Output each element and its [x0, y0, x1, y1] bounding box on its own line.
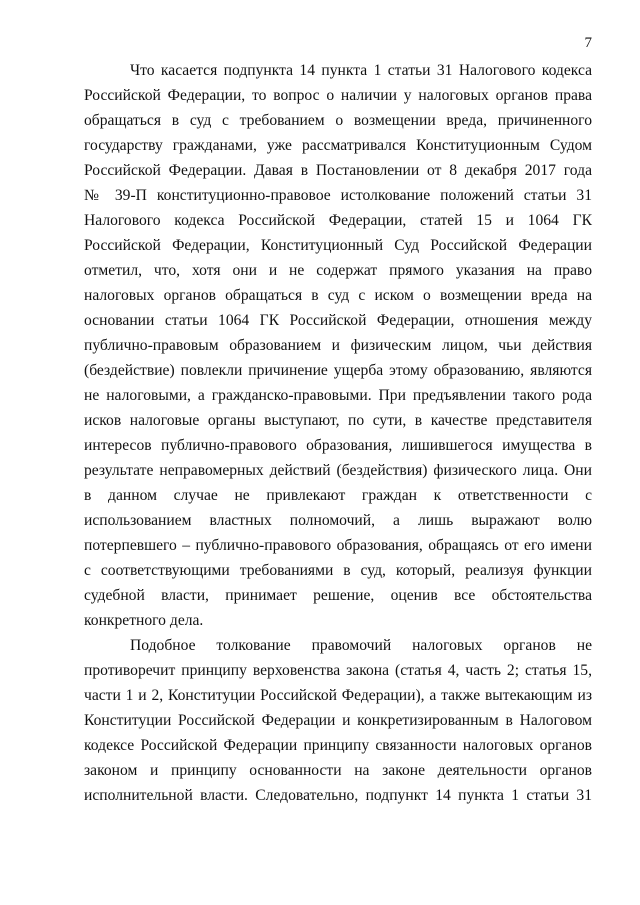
- text-line: исков налоговые органы выступают, по сути, в качестве представителя: [84, 412, 592, 429]
- text-line: с соответствующими требованиями в суд, который, реализуя функции: [84, 562, 592, 579]
- document-body: [84, 58, 592, 808]
- text-line: Подобное толкование правомочий налоговых органов не: [130, 637, 592, 654]
- text-line: в данном случае не привлекают граждан к ответственности с: [84, 487, 592, 504]
- text-line: налоговых органов обращаться в суд с иском о возмещении вреда на: [84, 287, 592, 304]
- text-line: № 39-П конституционно-правовое истолкование положений статьи 31: [84, 187, 592, 204]
- text-line: конкретного дела.: [84, 612, 204, 629]
- text-line: Российской Федерации, то вопрос о наличии у налоговых органов права: [84, 87, 592, 104]
- text-line: потерпевшего – публично-правового образования, обращаясь от его имени: [84, 537, 592, 554]
- text-line: основании статьи 1064 ГК Российской Федерации, отношения между: [84, 312, 592, 329]
- text-line: исполнительной власти. Следовательно, подпункт 14 пункта 1 статьи 31: [84, 787, 592, 804]
- text-line: отметил, что, хотя они и не содержат прямого указания на право: [84, 262, 592, 279]
- text-line: Российской Федерации, Конституционный Суд Российской Федерации: [84, 237, 592, 254]
- text-line: Российской Федерации. Давая в Постановлении от 8 декабря 2017 года: [84, 162, 592, 179]
- text-line: публично-правовым образованием и физическим лицом, чьи действия: [84, 337, 592, 354]
- text-line: обращаться в суд с требованием о возмещении вреда, причиненного: [84, 112, 592, 129]
- text-line: Конституции Российской Федерации и конкретизированным в Налоговом: [84, 712, 592, 729]
- text-line: не налоговыми, а гражданско-правовыми. При предъявлении такого рода: [84, 387, 592, 404]
- text-line: судебной власти, принимает решение, оценив все обстоятельства: [84, 587, 592, 604]
- text-line: части 1 и 2, Конституции Российской Федерации), а также вытекающим из: [84, 687, 592, 704]
- text-line: Что касается подпункта 14 пункта 1 статьи 31 Налогового кодекса: [130, 62, 592, 79]
- text-line: Налогового кодекса Российской Федерации, статей 15 и 1064 ГК: [84, 212, 592, 229]
- text-line: использованием властных полномочий, а лишь выражают волю: [84, 512, 592, 529]
- text-line: противоречит принципу верховенства закона (статья 4, часть 2; статья 15,: [84, 662, 592, 679]
- paragraph-2: [84, 633, 592, 808]
- paragraph-1: [84, 58, 592, 633]
- text-line: результате неправомерных действий (бездействия) физического лица. Они: [84, 462, 592, 479]
- text-line: законом и принципу основанности на законе деятельности органов: [84, 762, 592, 779]
- text-line: (бездействие) повлекли причинение ущерба этому образованию, являются: [84, 362, 592, 379]
- text-line: кодексе Российской Федерации принципу связанности налоговых органов: [84, 737, 592, 754]
- text-line: государству гражданами, уже рассматривался Конституционным Судом: [84, 137, 592, 154]
- page-number: 7: [584, 35, 592, 51]
- text-line: интересов публично-правового образования, лишившегося имущества в: [84, 437, 592, 454]
